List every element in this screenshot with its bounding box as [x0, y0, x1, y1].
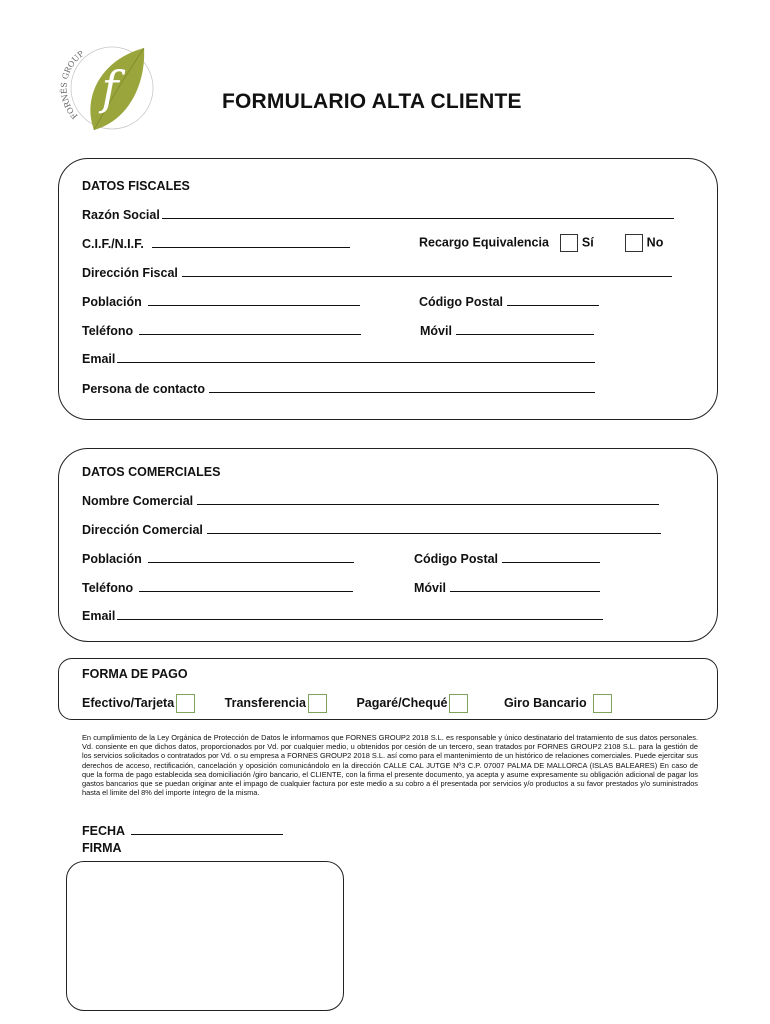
payment-section-title: FORMA DE PAGO — [82, 667, 188, 681]
comercial-movil-field[interactable] — [450, 580, 600, 592]
telefono-label: Teléfono — [82, 324, 134, 338]
comercial-telefono-label: Teléfono — [82, 581, 134, 595]
comercial-poblacion-label: Población — [82, 552, 142, 566]
comercial-email-field[interactable] — [117, 608, 603, 620]
fecha-label: FECHA — [82, 824, 126, 838]
movil-row — [420, 323, 594, 338]
comercial-codigo-postal-field[interactable] — [502, 551, 600, 563]
codigo-postal-row — [419, 294, 599, 309]
fecha-row — [82, 823, 283, 838]
efectivo-label: Efectivo/Tarjeta — [82, 695, 175, 710]
recargo-no-label: No — [646, 235, 664, 250]
razon-social-row — [82, 207, 674, 222]
poblacion-field[interactable] — [148, 294, 360, 306]
recargo-si-checkbox[interactable] — [560, 234, 578, 252]
direccion-comercial-row — [82, 522, 661, 537]
codigo-postal-label: Código Postal — [419, 295, 504, 309]
recargo-row — [419, 234, 663, 252]
persona-contacto-label: Persona de contacto — [82, 382, 205, 396]
comercial-movil-row — [414, 580, 600, 595]
recargo-no-checkbox[interactable] — [625, 234, 643, 252]
pagare-label: Pagaré/Chequé — [356, 695, 448, 710]
signature-box[interactable] — [66, 861, 344, 1011]
comercial-codigo-postal-row — [414, 551, 600, 566]
efectivo-checkbox[interactable] — [176, 694, 195, 713]
page-title: FORMULARIO ALTA CLIENTE — [222, 90, 522, 113]
commercial-section-title: DATOS COMERCIALES — [82, 465, 221, 479]
direccion-fiscal-label: Dirección Fiscal — [82, 266, 178, 280]
transferencia-checkbox[interactable] — [308, 694, 327, 713]
comercial-telefono-row — [82, 580, 353, 595]
giro-checkbox[interactable] — [593, 694, 612, 713]
comercial-poblacion-field[interactable] — [148, 551, 354, 563]
direccion-fiscal-field[interactable] — [182, 265, 672, 277]
razon-social-field[interactable] — [162, 207, 674, 219]
company-logo — [48, 38, 164, 138]
telefono-row — [82, 323, 361, 338]
nombre-comercial-row — [82, 493, 659, 508]
email-field[interactable] — [117, 351, 595, 363]
comercial-poblacion-row — [82, 551, 354, 566]
direccion-comercial-field[interactable] — [207, 522, 661, 534]
recargo-label: Recargo Equivalencia — [419, 235, 549, 250]
pagare-checkbox[interactable] — [449, 694, 468, 713]
direccion-comercial-label: Dirección Comercial — [82, 523, 203, 537]
cif-row — [82, 236, 350, 251]
email-row — [82, 351, 595, 366]
transferencia-label: Transferencia — [224, 695, 306, 710]
legal-notice: En cumplimiento de la Ley Orgánica de Protección de Datos le informamos que FORNES GROUP2 2018 S.L. es responsable y único destinatario del tratamiento de sus datos personales. Vd. consiente en que dichos datos, proporcionados por Vd. por cualquier medio, u obtenidos por cesión de un tercero, sean tratados por FORNES GROUP2 2108 S.L. para la gestión de los servicios solicitados o contratados por Vd. o su empresa a FORNES GROUP2 2018 S.L. así como para el mantenimiento de un histórico de relaciones comerciales. Puede ejercitar sus derechos de acceso, rectificación, cancelación y oposición comunicándolo en la dirección CALLE CAL JUTGE Nº3 C.P. 07007 PALMA DE MALLORCA (ISLAS BALEARES) En caso de que la forma de pago establecida sea domiciliación /giro bancario, el CLIENTE, con la firma el presente documento, ya acepta y asume expresamente su obligación adicional de pagar los gastos bancarios que se puedan originar ante el impago de cualquier factura por este medio a su cobro a él presentada por servicios y/o productos a su favor prestados y/o suministrados hasta el limite del 8% del importe íntegro de la misma. — [82, 733, 698, 798]
comercial-movil-label: Móvil — [414, 581, 446, 595]
telefono-field[interactable] — [139, 323, 361, 335]
persona-contacto-field[interactable] — [209, 381, 595, 393]
email-label: Email — [82, 352, 116, 366]
comercial-email-label: Email — [82, 609, 116, 623]
movil-label: Móvil — [420, 324, 452, 338]
movil-field[interactable] — [456, 323, 594, 335]
cif-field[interactable] — [152, 236, 350, 248]
codigo-postal-field[interactable] — [507, 294, 599, 306]
razon-social-label: Razón Social — [82, 208, 160, 222]
firma-label: FIRMA — [82, 841, 122, 855]
poblacion-row — [82, 294, 360, 309]
comercial-codigo-postal-label: Código Postal — [414, 552, 499, 566]
logo-letter: f — [101, 61, 119, 115]
logo-text: FORNÉS GROUP — [59, 49, 86, 121]
fecha-field[interactable] — [131, 823, 283, 835]
poblacion-label: Población — [82, 295, 142, 309]
giro-label: Giro Bancario — [503, 695, 587, 710]
comercial-telefono-field[interactable] — [139, 580, 353, 592]
direccion-fiscal-row — [82, 265, 672, 280]
nombre-comercial-field[interactable] — [197, 493, 659, 505]
cif-label: C.I.F./N.I.F. — [82, 237, 144, 251]
recargo-si-label: Sí — [581, 235, 594, 250]
persona-contacto-row — [82, 381, 595, 396]
comercial-email-row — [82, 608, 603, 623]
payment-options-row — [82, 694, 612, 713]
nombre-comercial-label: Nombre Comercial — [82, 494, 194, 508]
fiscal-section-title: DATOS FISCALES — [82, 179, 190, 193]
